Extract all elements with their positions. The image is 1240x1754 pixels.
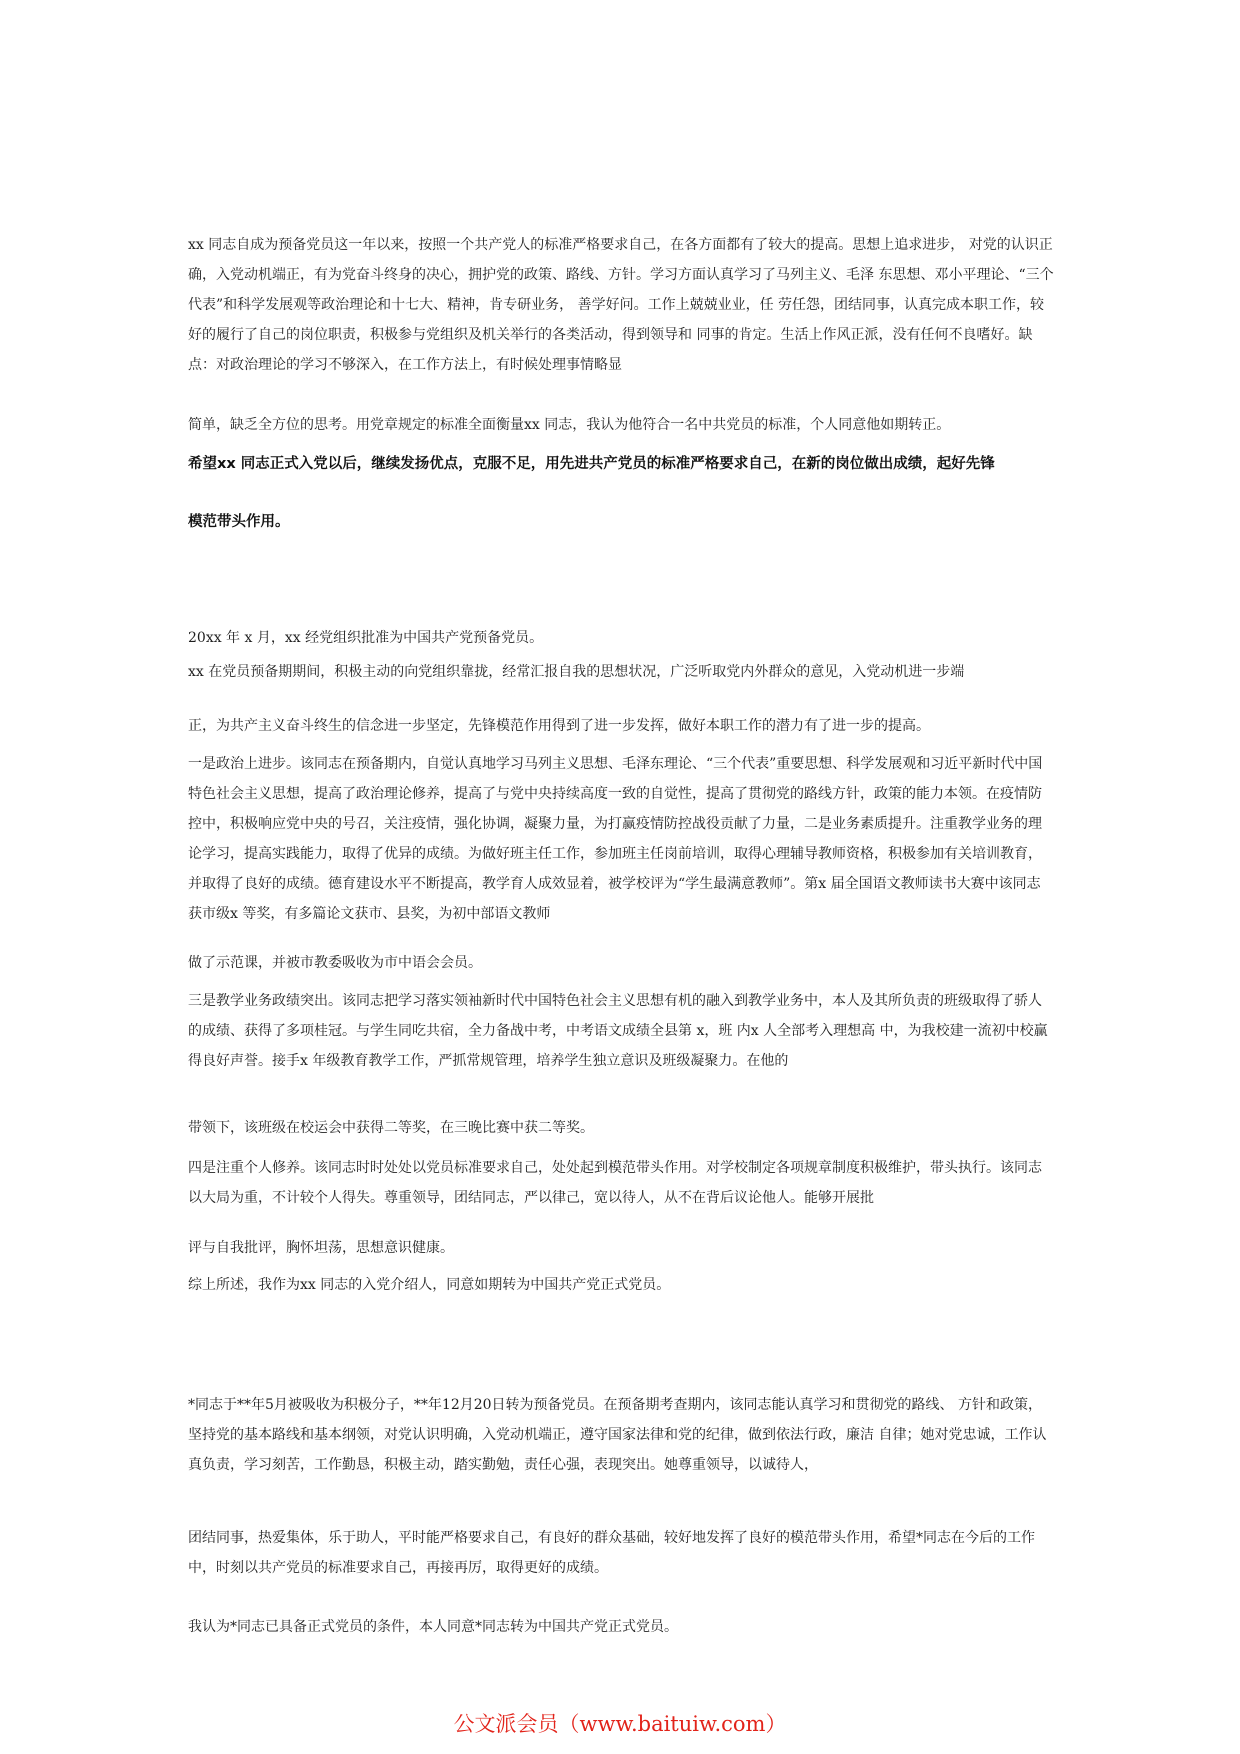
paragraph-text: xx 同志自成为预备党员这一年以来，按照一个共产党人的标准严格要求自己，在各方面都有了较大的提高。思想上追求进步， 对党的认识正确，入党动机端正，有为党奋斗终身的决心，拥护党的政策、路线、方针。学习方面认真学习了马列主义、毛泽 东思想、邓小平理论、“三个代表”和科学发展观等政治理论和十七大、精神，肯专研业务， 善学好问。工作上兢兢业业，任 劳任怨，团结同事，认真完成本职工作，较好的履行了自己的岗位职责，积极参与党组织及机关举行的各类活动，得到领导和 同事的肯定。生活上作风正派，没有任何不良嗜好。缺点：对政治理论的学习不够深入，在工作方法上，有时候处理事情略显 xyxy=(188,237,1054,373)
paragraph-text: 评与自我批评，胸怀坦荡，思想意识健康。 xyxy=(188,1240,454,1256)
paragraph xyxy=(188,1115,1054,1141)
paragraph-text: 三是教学业务政绩突出。该同志把学习落实领袖新时代中国特色社会主义思想有机的融入到教学业务中，本人及其所负责的班级取得了骄人的成绩、获得了多项桂冠。与学生同吃共宿，全力备战中考，中考语文成绩全县第 x，班 内x 人全部考入理想高 中，为我校建一流初中校赢得良好声誉。接手x 年级教育教学工作，严抓常规管理，培养学生独立意识及班级凝聚力。在他的 xyxy=(188,993,1048,1069)
paragraph-text: 一是政治上进步。该同志在预备期内，自觉认真地学习马列主义思想、毛泽东理论、“三个代表”重要思想、科学发展观和习近平新时代中国特色社会主义思想，提高了政治理论修养，提高了与党中央持续高度一致的自觉性，提高了贯彻党的路线方针，政策的能力本领。在疫情防控中，积极响应党中央的号召，关注疫情，强化协调，凝聚力量，为打赢疫情防控战役贡献了力量，二是业务素质提升。注重教学业务的理论学习，提高实践能力，取得了优异的成绩。为做好班主任工作，参加班主任岗前培训，取得心理辅导教师资格，积极参加有关培训教育，并取得了良好的成绩。德育建设水平不断提高，教学育人成效显着，被学校评为“学生最满意教师”。第x 届全国语文教师读书大赛中该同志获市级x 等奖，有多篇论文获市、县奖，为初中部语文教师 xyxy=(188,756,1043,922)
paragraph xyxy=(188,1390,1054,1480)
paragraph-text: 简单，缺乏全方位的思考。用党章规定的标准全面衡量xx 同志，我认为他符合一名中共党员的标准，个人同意他如期转正。 xyxy=(188,417,951,433)
paragraph xyxy=(188,412,1054,438)
paragraph xyxy=(188,1523,1054,1583)
paragraph-text: *同志于**年5月被吸收为积极分子，**年12月20日转为预备党员。在预备期考查期内，该同志能认真学习和贯彻党的路线、 方针和政策，坚持党的基本路线和基本纲领，对党认识明确，入党动机端正，遵守国家法律和党的纪律，做到依法行政，廉洁 自律；她对党忠诚，工作认真负责，学习刻苦，工作勤恳，积极主动，踏实勤勉，责任心强，表现突出。她尊重领导，以诚待人， xyxy=(188,1397,1047,1473)
bold-paragraph xyxy=(188,451,1054,477)
paragraph xyxy=(188,1235,1054,1261)
paragraph-text: 我认为*同志已具备正式党员的条件，本人同意*同志转为中国共产党正式党员。 xyxy=(188,1619,678,1635)
paragraph xyxy=(188,1153,1054,1213)
paragraph xyxy=(188,986,1054,1076)
paragraph-text: 模范带头作用。 xyxy=(188,514,290,530)
paragraph-text: 综上所述，我作为xx 同志的入党介绍人，同意如期转为中国共产党正式党员。 xyxy=(188,1277,671,1293)
paragraph xyxy=(188,950,1054,976)
paragraph xyxy=(188,1272,1054,1298)
paragraph xyxy=(188,659,1054,685)
paragraph-text: 带领下，该班级在校运会中获得二等奖，在三晚比赛中获二等奖。 xyxy=(188,1120,594,1136)
paragraph-text: 做了示范课，并被市教委吸收为市中语会会员。 xyxy=(188,955,482,971)
paragraph xyxy=(188,230,1054,380)
bold-paragraph xyxy=(188,509,1054,535)
paragraph-text: 四是注重个人修养。该同志时时处处以党员标准要求自己，处处起到模范带头作用。对学校制定各项规章制度积极维护，带头执行。该同志以大局为重，不计较个人得失。尊重领导，团结同志，严以律己，宽以待人，从不在背后议论他人。能够开展批 xyxy=(188,1160,1042,1206)
paragraph-text: 团结同事，热爱集体，乐于助人，平时能严格要求自己，有良好的群众基础，较好地发挥了良好的模范带头作用，希望*同志在今后的工作中，时刻以共产党员的标准要求自己，再接再厉，取得更好的成绩。 xyxy=(188,1530,1035,1576)
paragraph xyxy=(188,1614,1054,1640)
paragraph-text: 20xx 年 x 月，xx 经党组织批准为中国共产党预备党员。 xyxy=(188,630,544,646)
paragraph-text: xx 在党员预备期期间，积极主动的向党组织靠拢，经常汇报自我的思想状况，广泛听取党内外群众的意见，入党动机进一步端 xyxy=(188,664,965,680)
paragraph xyxy=(188,625,1054,651)
footer-watermark: 公文派会员（www.baituiw.com） xyxy=(453,1712,787,1736)
paragraph-text: 正，为共产主义奋斗终生的信念进一步坚定，先锋模范作用得到了进一步发挥，做好本职工作的潜力有了进一步的提高。 xyxy=(188,718,930,734)
paragraph-text: 希望xx 同志正式入党以后，继续发扬优点，克服不足，用先进共产党员的标准严格要求自己，在新的岗位做出成绩，起好先锋 xyxy=(188,456,995,472)
paragraph xyxy=(188,713,1054,739)
paragraph xyxy=(188,749,1054,929)
